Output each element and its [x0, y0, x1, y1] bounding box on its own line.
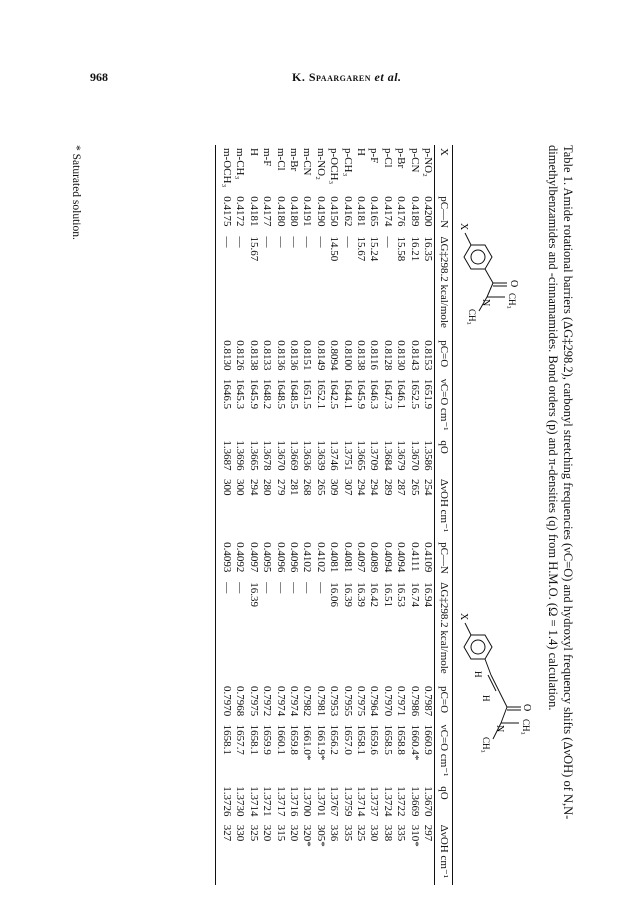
value-cell: 0.8126	[234, 340, 247, 371]
cinnamamide-structure	[453, 595, 535, 795]
value-cell: 0.7953	[328, 686, 341, 717]
column-header: pC—N	[438, 542, 450, 574]
value-cell: 1.3717	[274, 786, 287, 817]
value-cell: 294	[247, 478, 260, 496]
value-cell: 294	[354, 478, 367, 496]
substituent-cell: p-CH₃	[341, 148, 354, 177]
value-cell: 320	[261, 824, 274, 842]
value-cell: —	[314, 582, 327, 594]
value-cell: 1656.2	[328, 724, 341, 755]
value-cell: —	[234, 582, 247, 594]
table-row	[216, 145, 233, 885]
value-cell: 0.4096	[274, 542, 287, 573]
value-cell: 0.4176	[395, 196, 408, 227]
value-cell: 0.4190	[314, 196, 327, 227]
value-cell: 1.3714	[354, 786, 367, 817]
running-head-author: Spaargaren	[308, 70, 372, 84]
value-cell: 0.7982	[301, 686, 314, 717]
value-cell: 15.67	[247, 236, 260, 262]
value-cell: 1.3701	[314, 786, 327, 817]
value-cell: 1646.3	[368, 378, 381, 410]
table-row	[273, 145, 286, 885]
value-cell: 281	[287, 478, 300, 496]
table-row	[300, 145, 313, 885]
right-substituent-label: X	[458, 613, 469, 621]
value-cell: 320*	[301, 824, 314, 847]
value-cell: 1.3759	[341, 786, 354, 817]
value-cell: 16.53	[395, 582, 408, 608]
value-cell: 0.8100	[341, 340, 354, 371]
value-cell: 15.67	[354, 236, 367, 262]
table-header	[435, 145, 453, 885]
table-row	[287, 145, 300, 885]
value-cell: 1.3665	[247, 440, 260, 471]
value-cell: 0.4165	[368, 196, 381, 227]
table-row	[394, 145, 407, 885]
value-cell: 0.4200	[422, 196, 434, 227]
header-row	[435, 145, 453, 885]
value-cell: 16.42	[368, 582, 381, 608]
value-cell: 1.3726	[220, 786, 233, 817]
column-header: νC=O cm⁻¹	[438, 724, 450, 777]
value-cell: 14.50	[328, 236, 341, 262]
value-cell: 0.7981	[314, 686, 327, 717]
value-cell: 287	[395, 478, 408, 496]
substituent-cell: m-NO₂	[314, 148, 327, 180]
value-cell: 1645.9	[354, 378, 367, 410]
value-cell: 15.58	[395, 236, 408, 262]
value-cell: 335	[341, 824, 354, 842]
value-cell: 1.3670	[408, 440, 421, 471]
value-cell: 325	[247, 824, 260, 842]
left-methyl-label-2: CH₃	[467, 309, 477, 325]
value-cell: 305*	[314, 824, 327, 847]
value-cell: 0.4097	[247, 542, 260, 573]
value-cell: 0.7970	[220, 686, 233, 717]
value-cell: 0.4102	[301, 542, 314, 573]
value-cell: 1648.5	[287, 378, 300, 410]
value-cell: 16.21	[408, 236, 421, 262]
value-cell: 0.8149	[314, 340, 327, 371]
column-header: ΔG‡298.2 kcal/mole	[438, 236, 450, 328]
substituent-cell: H	[354, 148, 367, 156]
value-cell: 0.4181	[247, 196, 260, 227]
value-cell: 1652.1	[314, 378, 327, 410]
value-cell: —	[341, 236, 354, 248]
value-cell: 1645.3	[234, 378, 247, 410]
value-cell: 289	[381, 478, 394, 496]
value-cell: 300	[220, 478, 233, 496]
right-methyl-label-2: CH₃	[481, 737, 491, 753]
value-cell: 1.3767	[328, 786, 341, 817]
value-cell: 1.3709	[368, 440, 381, 471]
table-row	[327, 145, 340, 885]
column-header: qO	[438, 440, 450, 454]
value-cell: 0.8116	[368, 340, 381, 371]
value-cell: 1.3679	[395, 440, 408, 471]
substituent-cell: m-CH₃	[234, 148, 247, 180]
value-cell: 265	[314, 478, 327, 496]
value-cell: 1.3670	[422, 786, 434, 817]
value-cell: 0.4081	[341, 542, 354, 573]
value-cell: 0.4097	[354, 542, 367, 573]
value-cell: 0.8136	[274, 340, 287, 371]
value-cell: 1660.1	[274, 724, 287, 755]
value-cell: 1.3684	[381, 440, 394, 471]
value-cell: 1.3678	[261, 440, 274, 471]
value-cell: 1651.5	[301, 378, 314, 410]
value-cell: 0.4177	[261, 196, 274, 227]
value-cell: 16.74	[408, 582, 421, 608]
value-cell: 0.4189	[408, 196, 421, 227]
value-cell: —	[234, 236, 247, 248]
value-cell: 0.7974	[287, 686, 300, 717]
value-cell: 0.4096	[287, 542, 300, 573]
table-row	[233, 145, 246, 885]
value-cell: —	[301, 236, 314, 248]
table-row	[407, 145, 420, 885]
value-cell: 1.3586	[422, 440, 434, 471]
right-beta-h-label: H	[481, 695, 491, 702]
value-cell: 1660.4*	[408, 724, 421, 761]
caption-text: Amide rotational barriers (ΔG‡298.2), carbonyl stretching frequencies (νC=O) and hydroxyl frequency shifts (ΔνOH) of N,N-dimethylbenzamides and -cinnamamides. Bond orders (p) and π-densities (q) from H.M.O. (Ω = 1.4) calculation.	[546, 145, 575, 820]
column-header: pC—N	[438, 196, 450, 229]
substituent-cell: p-F	[368, 148, 381, 164]
table-footnote: * Saturated solution.	[70, 145, 82, 240]
value-cell: 1.3696	[234, 440, 247, 471]
value-cell: 1645.9	[247, 378, 260, 410]
right-nitrogen-label: N	[494, 725, 505, 733]
value-cell: 16.35	[422, 236, 434, 262]
column-header: qO	[438, 786, 450, 800]
value-cell: —	[287, 236, 300, 248]
table-row	[246, 145, 259, 885]
value-cell: 0.7972	[261, 686, 274, 717]
table-row	[340, 145, 353, 885]
value-cell: 1659.6	[368, 724, 381, 755]
value-cell: 268	[301, 478, 314, 496]
table-body	[216, 145, 435, 885]
structure-drawings	[453, 145, 535, 885]
value-cell: 16.39	[341, 582, 354, 608]
value-cell: 265	[408, 478, 421, 496]
column-header: ΔG‡298.2 kcal/mole	[438, 582, 450, 674]
value-cell: 279	[274, 478, 287, 496]
value-cell: 1659.8	[287, 724, 300, 755]
right-oxygen-label: O	[521, 704, 532, 712]
value-cell: 1648.2	[261, 378, 274, 410]
value-cell: 0.4094	[395, 542, 408, 573]
value-cell: 0.8138	[247, 340, 260, 371]
value-cell: 1644.1	[341, 378, 354, 410]
value-cell: 254	[422, 478, 434, 496]
value-cell: 0.7986	[408, 686, 421, 717]
value-cell: 309	[328, 478, 341, 496]
value-cell: 0.7971	[395, 686, 408, 717]
value-cell: 0.4081	[328, 542, 341, 573]
value-cell: 1.3670	[274, 440, 287, 471]
value-cell: 325	[354, 824, 367, 842]
value-cell: 0.4093	[220, 542, 233, 573]
column-header: X	[438, 148, 450, 156]
value-cell: 1.3700	[301, 786, 314, 817]
value-cell: —	[220, 236, 233, 248]
value-cell: 0.4172	[234, 196, 247, 227]
running-head	[292, 70, 402, 85]
table-row	[354, 145, 367, 885]
value-cell: 327	[220, 824, 233, 842]
substituent-cell: p-Br	[395, 148, 408, 169]
column-header: pC=O	[438, 686, 450, 714]
substituent-cell: p-OCH₃	[328, 148, 341, 185]
value-cell: 1.3669	[408, 786, 421, 817]
table-row	[421, 145, 435, 885]
value-cell: 315	[274, 824, 287, 842]
substituent-cell: p-NO₂	[422, 148, 434, 177]
value-cell: 300	[234, 478, 247, 496]
benzamide-structure	[453, 205, 535, 355]
value-cell: —	[301, 582, 314, 594]
value-cell: 1658.8	[395, 724, 408, 755]
value-cell: 0.7970	[381, 686, 394, 717]
value-cell: 1.3716	[287, 786, 300, 817]
left-oxygen-label: O	[508, 280, 519, 288]
value-cell: 0.7974	[274, 686, 287, 717]
value-cell: 1.3751	[341, 440, 354, 471]
value-cell: 1651.9	[422, 378, 434, 410]
column-header: ΔνOH cm⁻¹	[438, 824, 450, 879]
value-cell: —	[220, 582, 233, 594]
value-cell: 320	[287, 824, 300, 842]
value-cell: 0.8136	[287, 340, 300, 371]
value-cell: 1.3665	[354, 440, 367, 471]
value-cell: —	[261, 236, 274, 248]
substituent-cell: p-Cl	[381, 148, 394, 168]
value-cell: —	[287, 582, 300, 594]
running-head-initial: K.	[292, 70, 309, 84]
value-cell: 0.4102	[314, 542, 327, 573]
table-row	[380, 145, 393, 885]
value-cell: 330	[234, 824, 247, 842]
value-cell: 1648.5	[274, 378, 287, 410]
rotated-table-block	[55, 145, 575, 885]
value-cell: —	[381, 236, 394, 248]
value-cell: 1.3737	[368, 786, 381, 817]
value-cell: 280	[261, 478, 274, 496]
value-cell: 1658.1	[247, 724, 260, 755]
value-cell: 1646.5	[220, 378, 233, 410]
value-cell: 310*	[408, 824, 421, 847]
value-cell: 16.51	[381, 582, 394, 608]
substituent-cell: H	[247, 148, 260, 156]
value-cell: 330	[368, 824, 381, 842]
value-cell: 1.3722	[395, 786, 408, 817]
value-cell: 1657.7	[234, 724, 247, 755]
value-cell: —	[274, 236, 287, 248]
value-cell: 1658.5	[381, 724, 394, 755]
value-cell: 0.8130	[395, 340, 408, 371]
value-cell: 0.8128	[381, 340, 394, 371]
value-cell: 297	[422, 824, 434, 842]
column-header: pC=O	[438, 340, 450, 368]
value-cell: 1642.5	[328, 378, 341, 410]
value-cell: 0.4109	[422, 542, 434, 573]
value-cell: 1652.5	[408, 378, 421, 410]
value-cell: 16.39	[354, 582, 367, 608]
value-cell: 0.7955	[341, 686, 354, 717]
table-row	[367, 145, 380, 885]
value-cell: 1.3721	[261, 786, 274, 817]
table-row	[313, 145, 326, 885]
value-cell: 1658.1	[220, 724, 233, 755]
value-cell: 0.8151	[301, 340, 314, 371]
value-cell: 0.4094	[381, 542, 394, 573]
substituent-cell: m-Br	[287, 148, 300, 172]
value-cell: —	[314, 236, 327, 248]
column-header: νC=O cm⁻¹	[438, 378, 450, 431]
value-cell: 0.4174	[381, 196, 394, 227]
value-cell: 0.4092	[234, 542, 247, 573]
value-cell: 0.4175	[220, 196, 233, 227]
value-cell: 0.8130	[220, 340, 233, 371]
substituent-cell: m-F	[261, 148, 274, 167]
value-cell: 0.8138	[354, 340, 367, 371]
value-cell: 0.4095	[261, 542, 274, 573]
value-cell: 0.7975	[247, 686, 260, 717]
value-cell: 16.06	[328, 582, 341, 608]
value-cell: 0.8143	[408, 340, 421, 371]
value-cell: 0.4162	[341, 196, 354, 227]
value-cell: 0.8133	[261, 340, 274, 371]
value-cell: 0.8153	[422, 340, 434, 371]
value-cell: 1.3714	[247, 786, 260, 817]
caption-label: Table 1.	[561, 145, 575, 186]
value-cell: 1.3687	[220, 440, 233, 471]
substituent-cell: m-OCH₃	[220, 148, 233, 188]
right-methyl-label: CH₃	[521, 719, 531, 735]
value-cell: 1658.1	[354, 724, 367, 755]
value-cell: 0.4089	[368, 542, 381, 573]
value-cell: 1.3636	[301, 440, 314, 471]
value-cell: 1.3746	[328, 440, 341, 471]
value-cell: 16.94	[422, 582, 434, 608]
running-head-etal: et al.	[371, 70, 402, 84]
value-cell: 335	[395, 824, 408, 842]
left-substituent-label: X	[458, 223, 469, 231]
value-cell: 0.4181	[354, 196, 367, 227]
left-nitrogen-label: N	[480, 299, 491, 307]
value-cell: 1.3730	[234, 786, 247, 817]
value-cell: 1659.9	[261, 724, 274, 755]
value-cell: 338	[381, 824, 394, 842]
value-cell: 1.3639	[314, 440, 327, 471]
page-number: 968	[90, 70, 108, 84]
value-cell: 0.7987	[422, 686, 434, 717]
substituent-cell: m-Cl	[274, 148, 287, 171]
value-cell: —	[261, 582, 274, 594]
value-cell: 294	[368, 478, 381, 496]
value-cell: 16.39	[247, 582, 260, 608]
left-methyl-label: CH₃	[507, 293, 517, 309]
value-cell: 0.4111	[408, 542, 421, 572]
data-table	[216, 145, 454, 885]
value-cell: 307	[341, 478, 354, 496]
value-cell: 0.7975	[354, 686, 367, 717]
value-cell: 1.3669	[287, 440, 300, 471]
value-cell: 0.8094	[328, 340, 341, 371]
table-row	[260, 145, 273, 885]
value-cell: 1647.3	[381, 378, 394, 410]
value-cell: 1646.1	[395, 378, 408, 410]
value-cell: 1661.9*	[314, 724, 327, 761]
value-cell: —	[274, 582, 287, 594]
value-cell: 0.4150	[328, 196, 341, 227]
value-cell: 0.4180	[274, 196, 287, 227]
substituent-cell: p-CN	[408, 148, 421, 173]
value-cell: 15.24	[368, 236, 381, 262]
column-header: ΔνOH cm⁻¹	[438, 478, 450, 533]
substituent-cell: m-CN	[301, 148, 314, 176]
value-cell: 336	[328, 824, 341, 842]
table-container	[216, 145, 536, 885]
value-cell: 0.4191	[301, 196, 314, 227]
right-alpha-h-label: H	[473, 671, 483, 678]
value-cell: 1661.0*	[301, 724, 314, 761]
value-cell: 0.7968	[234, 686, 247, 717]
value-cell: 1.3724	[381, 786, 394, 817]
table-caption	[545, 145, 575, 885]
value-cell: 0.7964	[368, 686, 381, 717]
value-cell: 0.4180	[287, 196, 300, 227]
value-cell: 1660.9	[422, 724, 434, 755]
value-cell: 1657.0	[341, 724, 354, 755]
